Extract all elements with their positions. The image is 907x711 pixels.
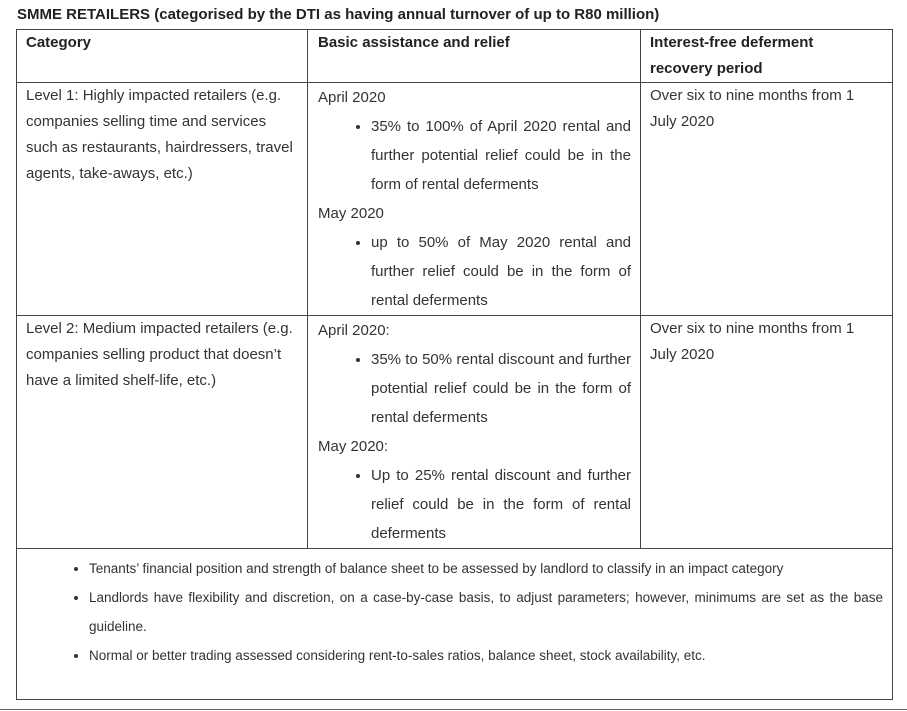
month-label: May 2020:: [318, 438, 389, 455]
bottom-divider: [0, 709, 907, 710]
relief-list: [318, 228, 631, 315]
recovery-cell: Over six to nine months from 1 July 2020: [641, 83, 893, 316]
notes-list: [26, 554, 883, 670]
relief-list: [318, 461, 631, 548]
table-row: [17, 83, 893, 316]
month-label: April 2020:: [318, 322, 390, 339]
relief-list: [318, 112, 631, 199]
header-row: [17, 30, 893, 83]
note-item: • Normal or better trading assessed considering rent-to-sales ratios, balance sheet, stock availability, etc.: [89, 641, 883, 670]
relief-list: [318, 345, 631, 432]
category-cell: Level 2: Medium impacted retailers (e.g. companies selling product that doesn’t have a limited shelf-life, etc.): [17, 316, 308, 549]
month-label: April 2020: [318, 89, 386, 106]
smme-retailers-table: [16, 29, 893, 700]
category-cell: Level 1: Highly impacted retailers (e.g. companies selling time and services such as restaurants, hairdressers, travel agents, take-aways, etc.): [17, 83, 308, 316]
header-assistance: Basic assistance and relief: [308, 30, 641, 83]
relief-item: • Up to 25% rental discount and further relief could be in the form of rental deferments: [371, 461, 631, 548]
header-category: Category: [17, 30, 308, 83]
table-title: SMME RETAILERS (categorised by the DTI as having annual turnover of up to R80 million): [17, 6, 660, 23]
note-item: • Tenants’ financial position and strength of balance sheet to be assessed by landlord to classify in an impact category: [89, 554, 883, 583]
notes-cell: [17, 549, 893, 700]
notes-row: [17, 549, 893, 700]
assistance-cell: [308, 83, 641, 316]
relief-item: • 35% to 100% of April 2020 rental and further potential relief could be in the form of rental deferments: [371, 112, 631, 199]
header-recovery: [641, 30, 893, 83]
header-recovery-line1: Interest-free deferment: [650, 34, 814, 51]
relief-item: • up to 50% of May 2020 rental and further relief could be in the form of rental deferments: [371, 228, 631, 315]
month-label: May 2020: [318, 205, 384, 222]
table-row: [17, 316, 893, 549]
note-item: • Landlords have flexibility and discretion, on a case-by-case basis, to adjust parameters; however, minimums are set as the base guideline.: [89, 583, 883, 641]
assistance-cell: [308, 316, 641, 549]
relief-item: • 35% to 50% rental discount and further potential relief could be in the form of rental deferments: [371, 345, 631, 432]
header-recovery-line2: recovery period: [650, 60, 763, 77]
recovery-cell: Over six to nine months from 1 July 2020: [641, 316, 893, 549]
